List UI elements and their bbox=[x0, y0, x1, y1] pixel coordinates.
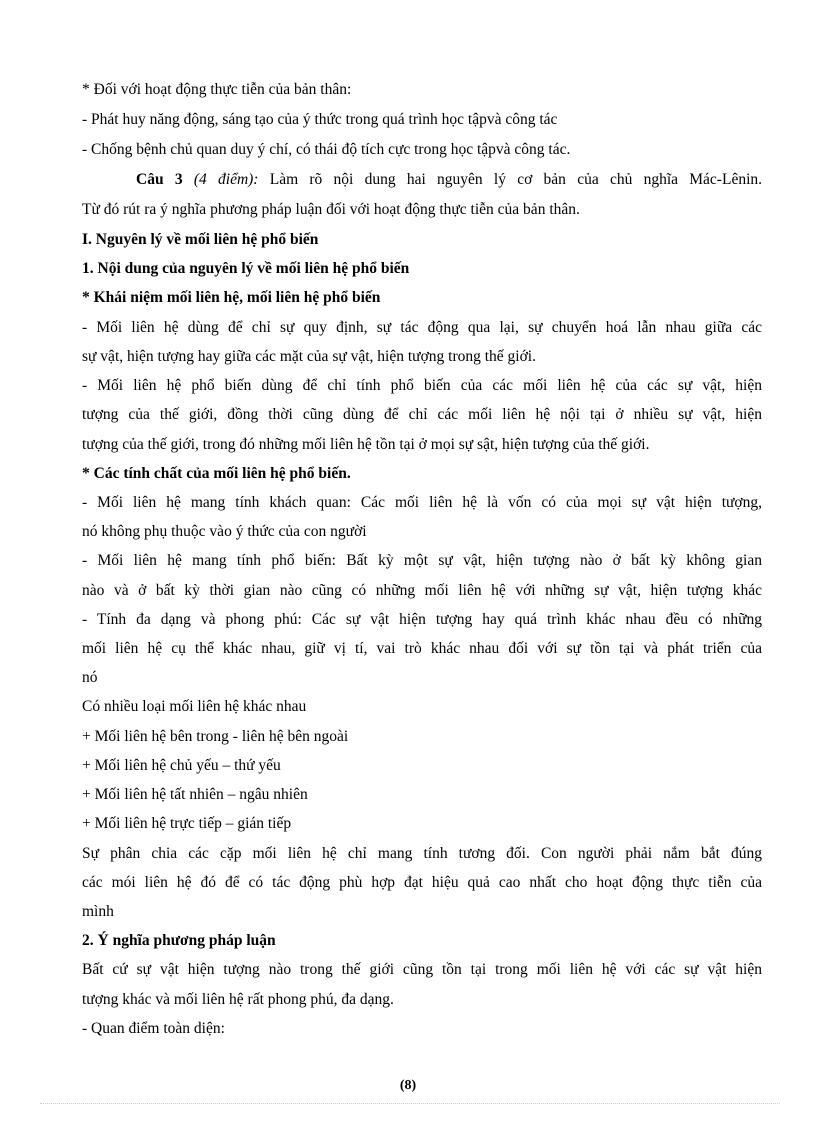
subsection-heading: 2. Ý nghĩa phương pháp luận bbox=[82, 932, 276, 949]
question-label: Câu 3 bbox=[136, 171, 183, 188]
paragraph-line: Có nhiều loại mối liên hệ khác nhau bbox=[82, 698, 307, 715]
paragraph-line: Từ đó rút ra ý nghĩa phương pháp luận đối với hoạt động thực tiễn của bản thân. bbox=[82, 201, 580, 218]
list-item: + Mối liên hệ trực tiếp – gián tiếp bbox=[82, 815, 292, 832]
paragraph-line: tượng của thế giới, đồng thời cũng dùng để chỉ các mối liên hệ nội tại ở nhiều sự vật, hiện bbox=[82, 406, 762, 423]
list-item: + Mối liên hệ tất nhiên – ngâu nhiên bbox=[82, 786, 308, 803]
paragraph-line: Bất cứ sự vật hiện tượng nào trong thế giới cũng tồn tại trong mối liên hệ với các sự vật hiện bbox=[82, 961, 762, 978]
paragraph-line: - Chống bệnh chủ quan duy ý chí, có thái độ tích cực trong học tậpvà công tác. bbox=[82, 141, 571, 158]
paragraph-line: Sự phân chia các cặp mối liên hệ chỉ mang tính tương đối. Con người phải nắm bắt đúng bbox=[82, 845, 762, 862]
paragraph-line: - Quan điểm toàn diện: bbox=[82, 1020, 225, 1037]
page-number: (8) bbox=[399, 1078, 417, 1093]
question-points: (4 điểm): bbox=[193, 171, 259, 188]
paragraph-line: tượng của thế giới, trong đó những mối liên hệ tồn tại ở mọi sự sật, hiện tượng của thế giới. bbox=[82, 436, 650, 453]
paragraph-line: - Tính đa dạng và phong phú: Các sự vật hiện tượng hay quá trình khác nhau đều có những bbox=[82, 611, 762, 628]
topic-heading: * Các tính chất của mối liên hệ phổ biến. bbox=[82, 465, 351, 482]
paragraph-line: tượng khác và mối liên hệ rất phong phú, đa dạng. bbox=[82, 991, 394, 1008]
paragraph-line: mối liên hệ cụ thể khác nhau, giữ vị tí, vai trò khác nhau đối với sự tồn tại và phát triển của bbox=[82, 640, 762, 657]
paragraph-line: - Mối liên hệ mang tính khách quan: Các mối liên hệ là vốn có của mọi sự vật hiện tượng, bbox=[82, 494, 762, 511]
paragraph-line: nào và ở bất kỳ thời gian nào cũng có những mối liên hệ với những sự vật, hiện tượng khác bbox=[82, 582, 762, 599]
paragraph-line: - Phát huy năng động, sáng tạo của ý thức trong quá trình học tậpvà công tác bbox=[82, 111, 558, 128]
paragraph-line: nó không phụ thuộc vào ý thức của con người bbox=[82, 523, 367, 540]
list-item: + Mối liên hệ chủ yếu – thứ yếu bbox=[82, 757, 281, 774]
subsection-heading: 1. Nội dung của nguyên lý về mối liên hệ phổ biến bbox=[82, 260, 410, 277]
question-text: Làm rõ nội dung hai nguyên lý cơ bản của chủ nghĩa Mác-Lênin. bbox=[258, 171, 763, 188]
paragraph-line: các mói liên hệ đó để có tác động phù hợp đạt hiệu quả cao nhất cho hoạt động thực tiễn của bbox=[82, 874, 762, 891]
paragraph-line: * Đối với hoạt động thực tiễn của bản thân: bbox=[82, 81, 352, 98]
paragraph-line: sự vật, hiện tượng hay giữa các mặt của sự vật, hiện tượng trong thế giới. bbox=[82, 348, 536, 365]
question-heading bbox=[136, 170, 762, 190]
paragraph-line: nó bbox=[82, 669, 98, 686]
paragraph-line: - Mối liên hệ dùng để chỉ sự quy định, sự tác động qua lại, sự chuyển hoá lẫn nhau giữa các bbox=[82, 319, 762, 336]
section-heading: I. Nguyên lý về mối liên hệ phổ biến bbox=[82, 231, 319, 248]
paragraph-line: - Mối liên hệ phổ biến dùng để chỉ tính phổ biến của các mối liên hệ của các sự vật, hiện bbox=[82, 377, 762, 394]
paragraph-line: mình bbox=[82, 903, 114, 920]
list-item: + Mối liên hệ bên trong - liên hệ bên ngoài bbox=[82, 728, 349, 745]
footer-divider bbox=[40, 1103, 780, 1104]
topic-heading: * Khái niệm mối liên hệ, mối liên hệ phổ biến bbox=[82, 289, 381, 306]
paragraph-line: - Mối liên hệ mang tính phổ biến: Bất kỳ một sự vật, hiện tượng nào ở bất kỳ không gian bbox=[82, 552, 762, 569]
